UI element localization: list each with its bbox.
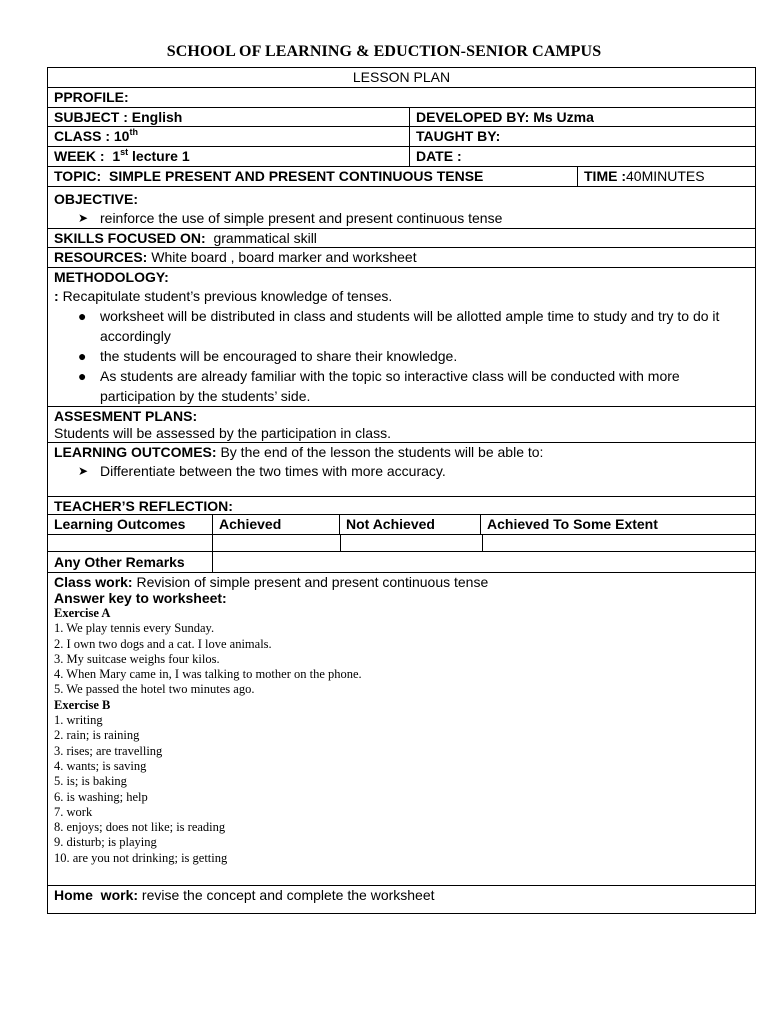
learning-outcomes-label: LEARNING OUTCOMES: (54, 444, 217, 460)
methodology-intro: : Recapitulate student’s previous knowledge of tenses. (54, 288, 393, 304)
assessment-label: ASSESMENT PLANS: (54, 408, 198, 424)
resources-value: White board , board marker and worksheet (151, 249, 417, 265)
homework-label: Home work: (54, 887, 139, 903)
learning-outcomes-value: By the end of the lesson the students will be able to: (220, 444, 544, 460)
classwork-label: Class work: (54, 574, 133, 590)
answer-key-label: Answer key to worksheet: (54, 590, 227, 606)
time-cell (577, 167, 755, 186)
arrow-right-icon: ➤ (78, 211, 89, 225)
skills-value: grammatical skill (213, 230, 317, 246)
class-cell (48, 127, 409, 146)
list-item: ➤ Differentiate between the two times with more accuracy. (78, 463, 446, 479)
skills-label: SKILLS FOCUSED ON: (54, 230, 206, 246)
week-value: 1st lecture 1 (112, 147, 190, 164)
list-item: 8. enjoys; does not like; is reading (54, 820, 226, 835)
learning-outcomes-list (54, 463, 749, 480)
week-row (48, 147, 755, 167)
methodology-label: METHODOLOGY: (54, 269, 169, 285)
list-item: 6. is washing; help (54, 789, 148, 804)
taught-by-cell (409, 127, 755, 146)
resources-row (48, 248, 755, 268)
arrow-right-icon: ➤ (78, 464, 89, 478)
time-value: 40MINUTES (626, 168, 705, 184)
learning-outcomes-section (48, 443, 755, 497)
list-item: 5. is; is baking (54, 774, 127, 789)
list-item: 7. work (54, 804, 93, 819)
class-row (48, 127, 755, 147)
bullet-icon: ● (78, 348, 87, 364)
reflection-row (48, 497, 755, 515)
reflection-header-row (48, 515, 755, 535)
subject-row (48, 108, 755, 127)
bullet-icon: ● (78, 368, 87, 384)
subject-label: SUBJECT : (54, 109, 128, 125)
subject-value: English (131, 109, 183, 125)
developed-by-cell (409, 108, 755, 126)
objective-label: OBJECTIVE: (54, 191, 139, 207)
topic-cell (48, 167, 577, 186)
taught-by-label: TAUGHT BY: (416, 128, 501, 144)
list-item: ➤ reinforce the use of simple present and present continuous tense (78, 210, 503, 226)
blank-cell (340, 535, 482, 551)
topic-value: SIMPLE PRESENT AND PRESENT CONTINUOUS TENSE (108, 168, 484, 184)
list-item: 1. We play tennis every Sunday. (54, 621, 215, 636)
list-item: 3. My suitcase weighs four kilos. (54, 651, 220, 666)
time-label: TIME : (584, 168, 626, 184)
assessment-value: Students will be assessed by the participation in class. (54, 425, 391, 441)
list-item: ● the students will be encouraged to share their knowledge. (78, 348, 458, 364)
blank-cell (212, 535, 340, 551)
developed-by-label: DEVELOPED BY: (416, 109, 530, 125)
list-item: 10. are you not drinking; is getting (54, 850, 228, 865)
header-achieved: Achieved (212, 515, 339, 534)
lesson-plan-table (47, 67, 756, 914)
list-item: 4. When Mary came in, I was talking to mother on the phone. (54, 667, 362, 682)
blank-cell (48, 535, 212, 551)
classwork-value: Revision of simple present and present continuous tense (136, 574, 489, 590)
objective-list (54, 210, 749, 227)
blank-cell (482, 535, 755, 551)
list-item: 5. We passed the hotel two minutes ago. (54, 682, 255, 697)
profile-label: PPROFILE: (54, 89, 129, 105)
class-value: 10th (113, 127, 138, 144)
exercise-b-title: Exercise B (54, 697, 111, 712)
date-label: DATE : (416, 148, 462, 164)
list-item: 3. rises; are travelling (54, 743, 163, 758)
list-item: 2. rain; is raining (54, 728, 140, 743)
topic-row (48, 167, 755, 187)
subject-cell (48, 108, 409, 126)
assessment-section (48, 407, 755, 443)
bullet-icon: ● (78, 308, 87, 324)
topic-label: TOPIC: (54, 168, 102, 184)
skills-row (48, 229, 755, 248)
methodology-section (48, 268, 755, 407)
reflection-blank-row (48, 535, 755, 552)
list-item: 9. disturb; is playing (54, 835, 157, 850)
reflection-label: TEACHER’S REFLECTION: (54, 498, 233, 514)
developed-by-value: Ms Uzma (533, 109, 594, 125)
homework-value: revise the concept and complete the worksheet (141, 887, 435, 903)
list-item: ● As students are already familiar with the topic so interactive class will be conducted with more participation by the students’ side. (78, 368, 680, 404)
remarks-label: Any Other Remarks (54, 554, 185, 570)
list-item: 4. wants; is saving (54, 758, 147, 773)
profile-row (48, 88, 755, 108)
objective-section (48, 187, 755, 229)
list-item: 2. I own two dogs and a cat. I love animals. (54, 636, 272, 651)
lesson-plan-title: LESSON PLAN (352, 69, 451, 85)
header-learning-outcomes: Learning Outcomes (54, 516, 186, 532)
school-title: SCHOOL OF LEARNING & EDUCTION-SENIOR CAMPUS (166, 43, 602, 60)
week-cell (48, 147, 409, 166)
resources-label: RESOURCES: (54, 249, 148, 265)
class-label: CLASS : (54, 128, 110, 144)
header-not-achieved: Not Achieved (339, 515, 480, 534)
homework-row (48, 886, 755, 913)
week-label: WEEK : (54, 148, 105, 164)
lesson-plan-heading (48, 68, 755, 88)
remarks-value (212, 552, 755, 572)
methodology-list (54, 306, 749, 406)
remarks-row (48, 552, 755, 573)
header-achieved-some-extent: Achieved To Some Extent (480, 515, 755, 534)
date-cell (409, 147, 755, 166)
list-item: ● worksheet will be distributed in class and students will be allotted ample time to study and try to do it accordingly (78, 308, 720, 344)
classwork-section (48, 574, 755, 886)
list-item: 1. writing (54, 713, 103, 728)
exercise-a-title: Exercise A (54, 606, 111, 620)
